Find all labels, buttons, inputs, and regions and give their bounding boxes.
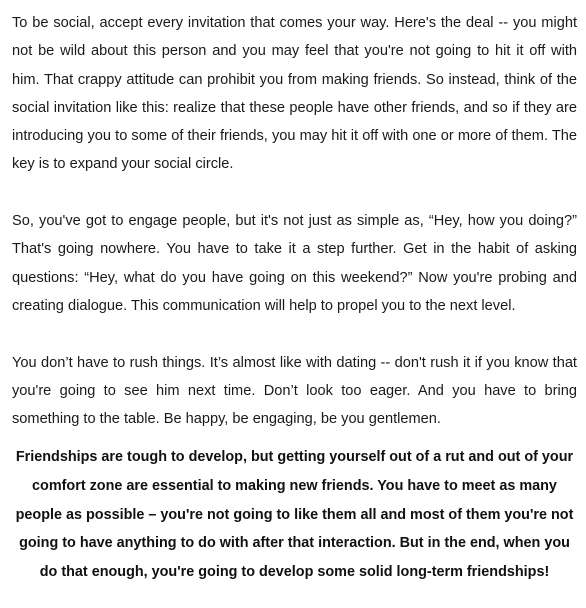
- paragraph-dont-rush: You don’t have to rush things. It’s almost like with dating -- don't rush it if you know that you're going to see him next time. Don’t look too eager. And you have to bring something to the table. Be happy, be engaging, be you gentlemen.: [12, 354, 577, 428]
- paragraph-social-invitations: To be social, accept every invitation that comes your way. Here's the deal -- you might not be wild about this person and you may feel that you're not going to hit it off with him. That crappy attitude can prohibit you from making friends. So instead, think of the social invitation like this: realize that these people have other friends, and so if they are introducing you to some of their friends, you may hit it off with one or more of them. The key is to expand your social circle.: [12, 15, 577, 173]
- paragraph-engage-people: So, you've got to engage people, but it's not just as simple as, “Hey, how you doing?” That's going nowhere. You have to take it a step further. Get in the habit of asking questions: “Hey, what do you have going on this weekend?” Now you're probing and creating dialogue. This communication will help to propel you to the next level.: [12, 213, 577, 314]
- summary-paragraph: Friendships are tough to develop, but getting yourself out of a rut and out of your comfort zone are essential to making new friends. You have to meet as many people as possible – you're not going to like them all and most of them you're not going to have anything to do with after that interaction. But in the end, when you do that enough, you're going to develop some solid long-term friendships!: [15, 449, 574, 580]
- article-body: [12, 9, 577, 586]
